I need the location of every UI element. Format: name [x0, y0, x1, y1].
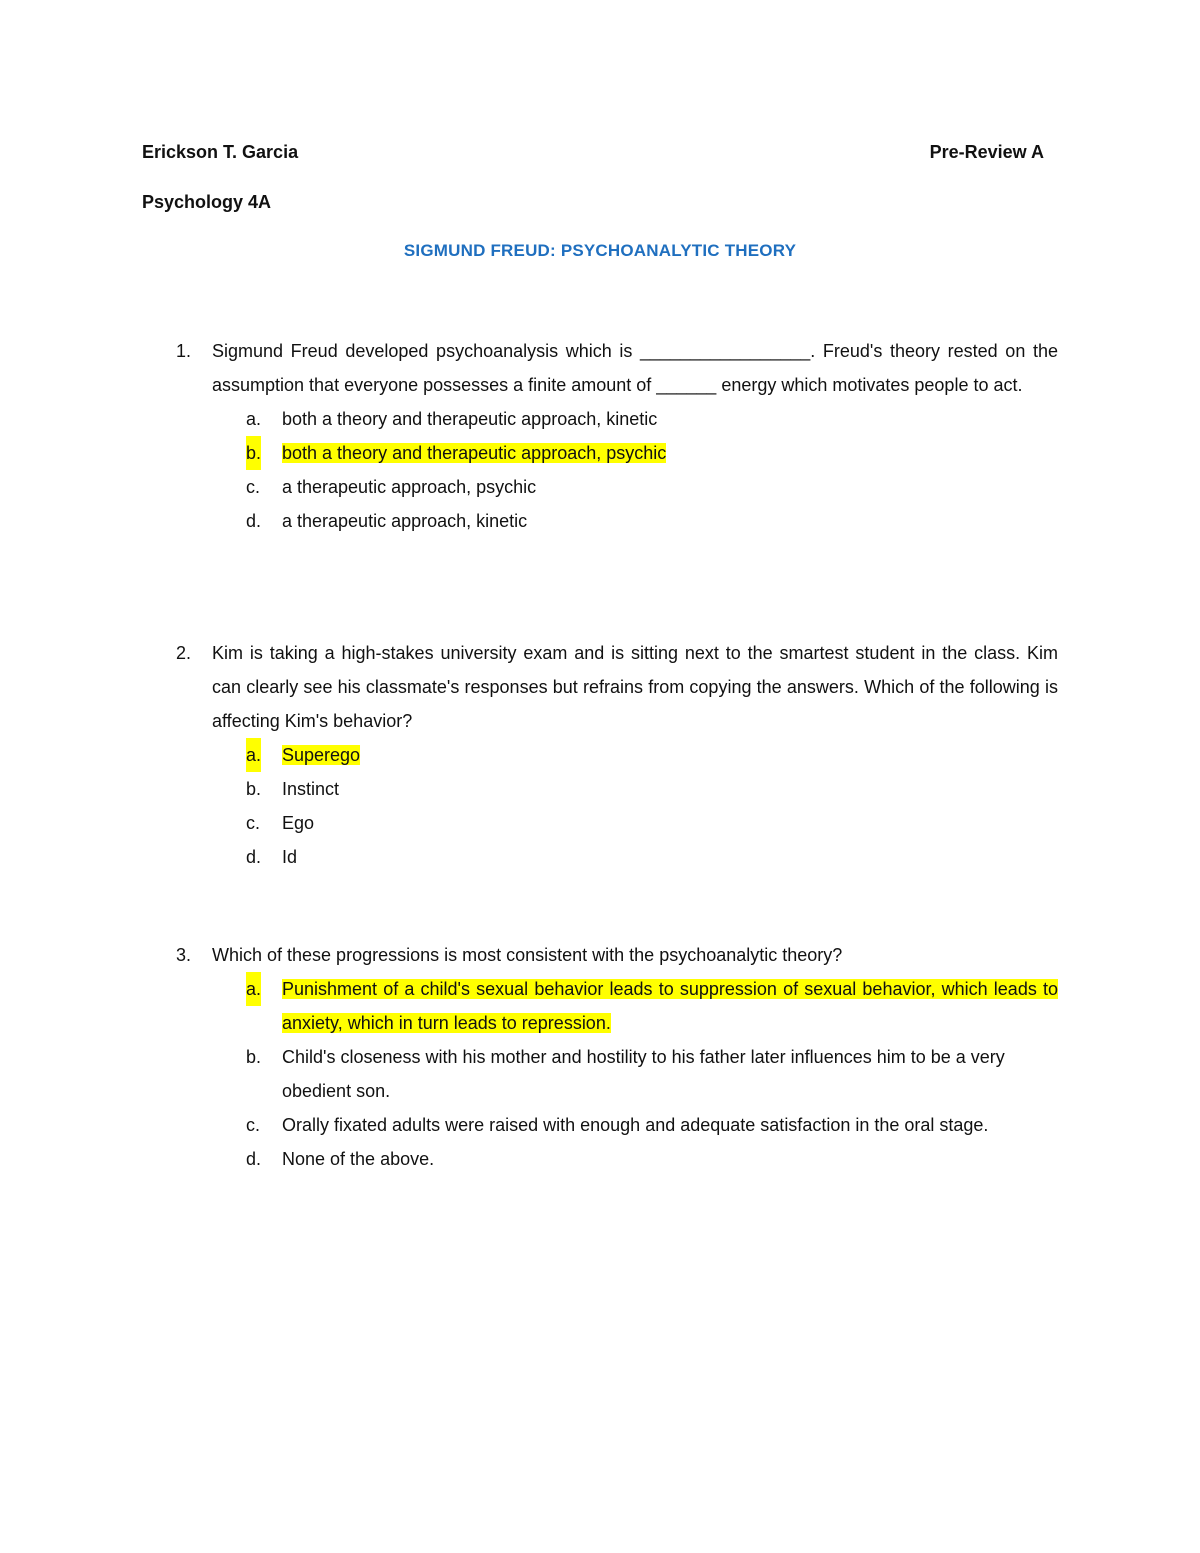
option-letter: b.: [246, 1047, 262, 1067]
option-text: Punishment of a child's sexual behavior leads to suppression of sexual behavior, which leads to anxiety, which in turn leads to repression.: [282, 979, 1058, 1033]
option-text: both a theory and therapeutic approach, kinetic: [282, 409, 658, 429]
question-1: [176, 334, 1058, 538]
option-letter: c.: [246, 477, 261, 497]
option-letter: d.: [246, 1149, 262, 1169]
option-letter: c.: [246, 1115, 261, 1135]
option-letter: a.: [246, 409, 262, 429]
option-text-wrap: [282, 972, 1058, 1040]
option-text: Superego: [282, 745, 361, 765]
option-letter: a.: [246, 738, 261, 772]
option-list: [176, 402, 1058, 538]
question-number: 3.: [176, 945, 192, 965]
option-letter: a.: [246, 972, 261, 1006]
option-text-wrap: [282, 436, 1058, 470]
option-text: both a theory and therapeutic approach, psychic: [282, 443, 667, 463]
question-text: Sigmund Freud developed psychoanalysis which is _________________. Freud's theory rested on the assumption that everyone possesses a finite amount of ______ energy which motivates people to act.: [212, 341, 1058, 395]
option-c: [246, 806, 1058, 840]
question-3: [176, 938, 1058, 1176]
course-name: Psychology 4A: [142, 192, 272, 212]
option-d: [246, 840, 1058, 874]
option-text: a therapeutic approach, psychic: [282, 477, 537, 497]
option-text: Child's closeness with his mother and hostility to his father later influences him to be a very obedient son.: [282, 1047, 1005, 1101]
option-list: [176, 972, 1058, 1176]
option-text: Orally fixated adults were raised with enough and adequate satisfaction in the oral stage.: [282, 1115, 989, 1135]
review-label: Pre-Review A: [929, 142, 1044, 162]
option-b-highlighted: [246, 436, 1058, 470]
option-letter: d.: [246, 511, 262, 531]
option-b: [246, 772, 1058, 806]
option-text: a therapeutic approach, kinetic: [282, 511, 528, 531]
option-d: [246, 1142, 1058, 1176]
option-letter: d.: [246, 847, 262, 867]
document-title: SIGMUND FREUD: PSYCHOANALYTIC THEORY: [403, 241, 797, 260]
option-text: Instinct: [282, 779, 340, 799]
option-a-highlighted: [246, 738, 1058, 772]
option-a: [246, 402, 1058, 436]
option-c: [246, 1108, 1058, 1142]
question-number: 2.: [176, 643, 192, 663]
option-d: [246, 504, 1058, 538]
option-a-highlighted: [246, 972, 1058, 1040]
option-b: [246, 1040, 1058, 1108]
option-text: Id: [282, 847, 298, 867]
question-text: Kim is taking a high-stakes university exam and is sitting next to the smartest student in the class. Kim can clearly see his classmate's responses but refrains from copying the answers. Which of the following is affecting Kim's behavior?: [212, 643, 1058, 731]
student-name: Erickson T. Garcia: [142, 142, 299, 162]
question-2: [176, 636, 1058, 874]
option-letter: c.: [246, 813, 261, 833]
option-list: [176, 738, 1058, 874]
course-row: [142, 192, 1044, 213]
option-text: None of the above.: [282, 1149, 435, 1169]
option-text: Ego: [282, 813, 315, 833]
question-number: 1.: [176, 341, 192, 361]
option-c: [246, 470, 1058, 504]
option-letter: b.: [246, 436, 261, 470]
question-text: Which of these progressions is most consistent with the psychoanalytic theory?: [212, 945, 843, 965]
option-text-wrap: [282, 738, 1058, 772]
option-letter: b.: [246, 779, 262, 799]
header-row: [142, 142, 1044, 163]
